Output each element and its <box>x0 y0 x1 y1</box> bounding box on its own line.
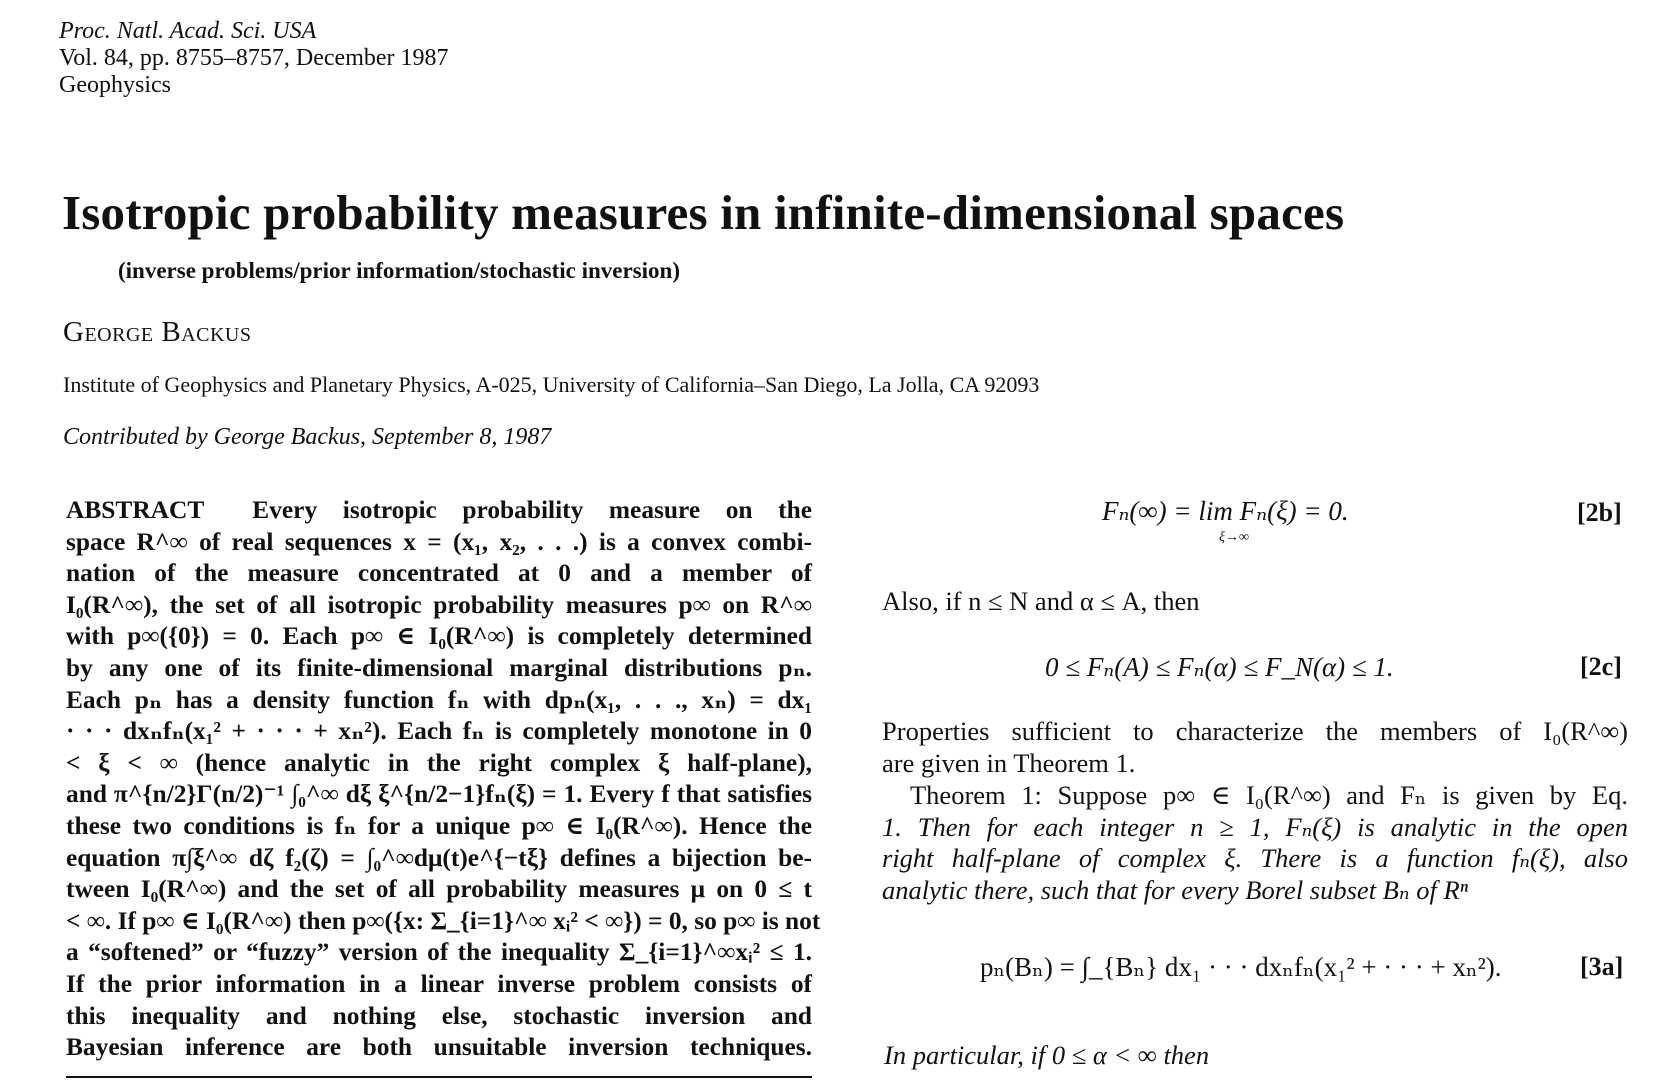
abstract-line: · · · dxₙfₙ(x₁² + · · · + xₙ²). Each fₙ is completely monotone in 0 <box>66 717 812 746</box>
abstract-line: a “softened” or “fuzzy” version of the inequality Σ_{i=1}^∞xᵢ² ≤ 1. <box>66 938 812 967</box>
theorem-line: 1. Then for each integer n ≥ 1, Fₙ(ξ) is analytic in the open <box>882 811 1628 842</box>
theorem-line: analytic there, such that for every Borel subset Bₙ of Rⁿ <box>882 874 1469 905</box>
abstract-line: equation π∫ξ^∞ dζ f₂(ζ) = ∫₀^∞dμ(t)e^{−tξ} defines a bijection be- <box>66 843 812 872</box>
equation-3a: pₙ(Bₙ) = ∫_{Bₙ} dx₁ · · · dxₙfₙ(x₁² + · · · + xₙ²). <box>980 952 1502 982</box>
paragraph-line: Properties sufficient to characterize the members of I₀(R^∞) <box>882 716 1628 746</box>
equation-2b-label: [2b] <box>1577 498 1622 527</box>
abstract-line: ABSTRACT Every isotropic probability measure on the <box>66 496 812 524</box>
particular-line: In particular, if 0 ≤ α < ∞ then <box>884 1040 1210 1070</box>
equation-2b: Fₙ(∞) = lim Fₙ(ξ) = 0. <box>1102 496 1349 526</box>
abstract-line: these two conditions is fₙ for a unique p∞ ∈ I₀(R^∞). Hence the <box>66 811 812 840</box>
journal-name: Proc. Natl. Acad. Sci. USA <box>59 18 317 44</box>
journal-volume: Vol. 84, pp. 8755–8757, December 1987 <box>59 45 449 71</box>
abstract-rule <box>66 1076 812 1078</box>
also-line: Also, if n ≤ N and α ≤ A, then <box>882 586 1200 616</box>
equation-2c: 0 ≤ Fₙ(A) ≤ Fₙ(α) ≤ F_N(α) ≤ 1. <box>1045 652 1394 682</box>
abstract-line: this inequality and nothing else, stochastic inversion and <box>66 1001 812 1030</box>
abstract <box>66 495 821 1064</box>
theorem-line: right half-plane of complex ξ. There is a function fₙ(ξ), also <box>882 843 1628 874</box>
keywords: (inverse problems/prior information/stochastic inversion) <box>118 258 680 283</box>
abstract-label: ABSTRACT <box>66 496 205 524</box>
affiliation: Institute of Geophysics and Planetary Physics, A-025, University of California–San Diego, La Jolla, CA 92093 <box>63 372 1040 397</box>
paper-title: Isotropic probability measures in infinite-dimensional spaces <box>62 185 1345 240</box>
properties-paragraph <box>882 716 1628 779</box>
abstract-line: by any one of its finite-dimensional marginal distributions pₙ. <box>66 653 812 682</box>
equation-2b-limit-subscript: ξ→∞ <box>1219 530 1249 545</box>
equation-2c-label: [2c] <box>1580 652 1622 681</box>
journal-section: Geophysics <box>59 72 171 98</box>
abstract-line: nation of the measure concentrated at 0 and a member of <box>66 559 812 588</box>
abstract-line: < ∞. If p∞ ∈ I₀(R^∞) then p∞({x: Σ_{i=1}^∞ xᵢ² < ∞}) = 0, so p∞ is not <box>66 906 821 935</box>
theorem-1 <box>882 780 1628 906</box>
abstract-line: If the prior information in a linear inverse problem consists of <box>66 969 812 998</box>
abstract-line: tween I₀(R^∞) and the set of all probability measures μ on 0 ≤ t <box>66 875 812 904</box>
abstract-line: with p∞({0}) = 0. Each p∞ ∈ I₀(R^∞) is completely determined <box>66 622 812 651</box>
paragraph-line: are given in Theorem 1. <box>882 747 1136 778</box>
abstract-line: Each pₙ has a density function fₙ with dpₙ(x₁, . . ., xₙ) = dx₁ <box>66 685 812 714</box>
author-name: George Backus <box>63 316 252 348</box>
equation-3a-label: [3a] <box>1580 952 1624 981</box>
abstract-line: I₀(R^∞), the set of all isotropic probability measures p∞ on R^∞ <box>66 590 812 619</box>
abstract-line: < ξ < ∞ (hence analytic in the right complex ξ half-plane), <box>66 748 812 777</box>
journal-header <box>59 18 449 99</box>
abstract-line: and π^{n/2}Γ(n/2)⁻¹ ∫₀^∞ dξ ξ^{n/2−1}fₙ(ξ) = 1. Every f that satisfies <box>66 780 812 809</box>
theorem-line: Theorem 1: Suppose p∞ ∈ I₀(R^∞) and Fₙ is given by Eq. <box>910 780 1628 810</box>
contributed-line: Contributed by George Backus, September 8, 1987 <box>63 424 552 450</box>
abstract-line: space R^∞ of real sequences x = (x₁, x₂, . . .) is a convex combi- <box>66 527 812 556</box>
abstract-line: Bayesian inference are both unsuitable inversion techniques. <box>66 1033 812 1062</box>
